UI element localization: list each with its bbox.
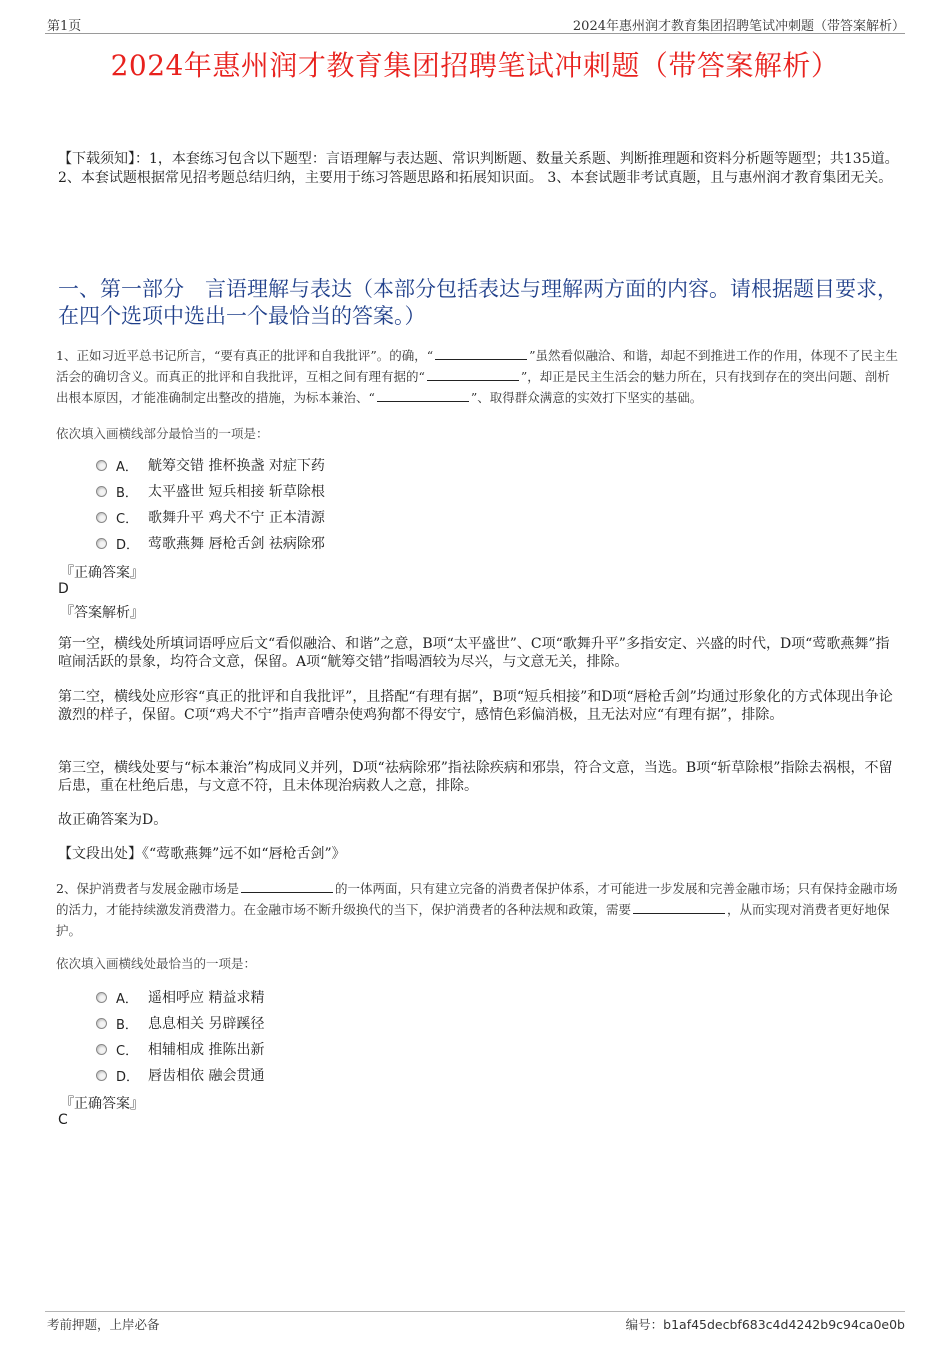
radio-icon[interactable] [96,1044,107,1055]
option-letter: C． [116,1043,139,1059]
q2-option-c[interactable] [96,1036,264,1062]
q2-answer: C [58,1112,68,1128]
code-label: 编号： [625,1317,664,1332]
q1-text-part: ”，却正是民主生活会的魅力所在，只有找到存在的突出问题、剖析出根本原因，才能准确制定出整改的措施，为标本兼治、“ [56,369,890,405]
option-text: 遥相呼应 精益求精 [148,990,265,1006]
document-title: 2024年惠州润才教育集团招聘笔试冲刺题（带答案解析） [110,49,840,82]
q2-option-b[interactable] [96,1010,264,1036]
q1-blank-1 [435,347,527,360]
header-divider [45,33,905,34]
document-code [626,1315,905,1333]
option-letter: A． [116,991,138,1007]
option-text: 莺歌燕舞 唇枪舌剑 祛病除邪 [148,536,325,552]
radio-icon[interactable] [96,460,107,471]
radio-icon[interactable] [96,538,107,549]
q1-source: 【文段出处】《“莺歌燕舞”远不如“唇枪舌剑”》 [58,846,346,862]
q1-text-part: ”虽然看似融洽、和谐，却起不到推进工作的作用，体现不了民主生活会的确切含义。而真正的批评和自我批评，互相之间有理有据的“ [56,348,899,384]
q1-option-c[interactable] [96,504,325,530]
option-text: 歌舞升平 鸡犬不宁 正本清源 [148,510,325,526]
question-1-options [96,452,325,556]
q1-blank-2 [427,368,519,381]
radio-icon[interactable] [96,512,107,523]
option-text: 息息相关 另辟蹊径 [148,1016,265,1032]
q1-text-part: 1、正如习近平总书记所言，“要有真正的批评和自我批评”。的确，“ [56,348,434,363]
q2-text-part: 的一体两面，只有建立完备的消费者保护体系，才可能进一步发展和完善金融市场；只有保持金融市场的活力，才能持续激发消费潜力。在金融市场不断升级换代的当下，保护消费者的各种法规和政策，需要 [56,881,898,917]
section-heading: 一、第一部分 言语理解与表达（本部分包括表达与理解两方面的内容。请根据题目要求，在四个选项中选出一个最恰当的答案。） [58,277,898,328]
q2-blank-2 [633,901,725,914]
q1-option-b[interactable] [96,478,325,504]
radio-icon[interactable] [96,1018,107,1029]
question-2-text [56,878,901,941]
q1-analysis-label: 『答案解析』 [60,605,144,621]
q2-option-d[interactable] [96,1062,264,1088]
question-1-prompt: 依次填入画横线部分最恰当的一项是： [56,426,269,441]
option-text: 唇齿相依 融会贯通 [148,1068,265,1084]
q1-option-d[interactable] [96,530,325,556]
radio-icon[interactable] [96,486,107,497]
option-letter: C． [116,511,139,527]
radio-icon[interactable] [96,1070,107,1081]
q2-text-part: ，从而实现对消费者更好地保护。 [56,902,890,938]
option-letter: A． [116,459,138,475]
footer-divider [45,1311,905,1312]
question-2-options [96,984,264,1088]
q1-option-a[interactable] [96,452,325,478]
download-notice: 【下载须知】：1，本套练习包含以下题型：言语理解与表达题、常识判断题、数量关系题、判断推理题和资料分析题等题型；共135道。 2、本套试题根据常见招考题总结归纳，主要用于练习答题思路和拓展知识面。 3、本套试题非考试真题，且与惠州润才教育集团无关。 [58,151,899,186]
q1-analysis-paragraph: 第一空，横线处所填词语呼应后文“看似融洽、和谐”之意，B项“太平盛世”、C项“歌舞升平”多指安定、兴盛的时代，D项“莺歌燕舞”指喧闹活跃的景象，均符合文意，保留。A项“觥筹交错”指喝酒较为尽兴，与文意无关，排除。 [58,636,890,670]
footer-slogan: 考前押题，上岸必备 [47,1317,160,1332]
radio-icon[interactable] [96,992,107,1003]
q1-conclusion: 故正确答案为D。 [58,812,168,828]
q1-answer-label: 『正确答案』 [60,565,144,581]
question-2-prompt: 依次填入画横线处最恰当的一项是： [56,956,257,971]
q2-text-part: 2、保护消费者与发展金融市场是 [56,881,239,896]
page-number: 第1页 [47,19,82,34]
option-text: 太平盛世 短兵相接 斩草除根 [148,484,325,500]
q1-answer: D [58,581,69,597]
q1-blank-3 [377,389,469,402]
question-1-text [56,345,901,408]
option-letter: B． [116,485,138,501]
q1-text-part: ”、取得群众满意的实效打下坚实的基础。 [470,390,703,405]
option-text: 觥筹交错 推杯换盏 对症下药 [148,458,325,474]
option-letter: D． [116,537,140,553]
q2-option-a[interactable] [96,984,264,1010]
q2-answer-label: 『正确答案』 [60,1096,144,1112]
q2-blank-1 [241,880,333,893]
q1-analysis-paragraph: 第二空，横线处应形容“真正的批评和自我批评”，且搭配“有理有据”，B项“短兵相接”和D项“唇枪舌剑”均通过形象化的方式体现出争论激烈的样子，保留。C项“鸡犬不宁”指声音嘈杂使鸡狗都不得安宁，感情色彩偏消极，且无法对应“有理有据”，排除。 [58,689,893,723]
option-letter: B． [116,1017,138,1033]
q1-analysis-paragraph: 第三空，横线处要与“标本兼治”构成同义并列，D项“祛病除邪”指祛除疾病和邪祟，符合文意，当选。B项“斩草除根”指除去祸根，不留后患，重在杜绝后患，与文意不符，且未体现治病救人之意，排除。 [58,760,893,794]
option-letter: D． [116,1069,140,1085]
option-text: 相辅相成 推陈出新 [148,1042,265,1058]
code-value: b1af45decbf683c4d4242b9c94ca0e0b [663,1317,905,1332]
running-header-title: 2024年惠州润才教育集团招聘笔试冲刺题（带答案解析） [572,19,905,34]
